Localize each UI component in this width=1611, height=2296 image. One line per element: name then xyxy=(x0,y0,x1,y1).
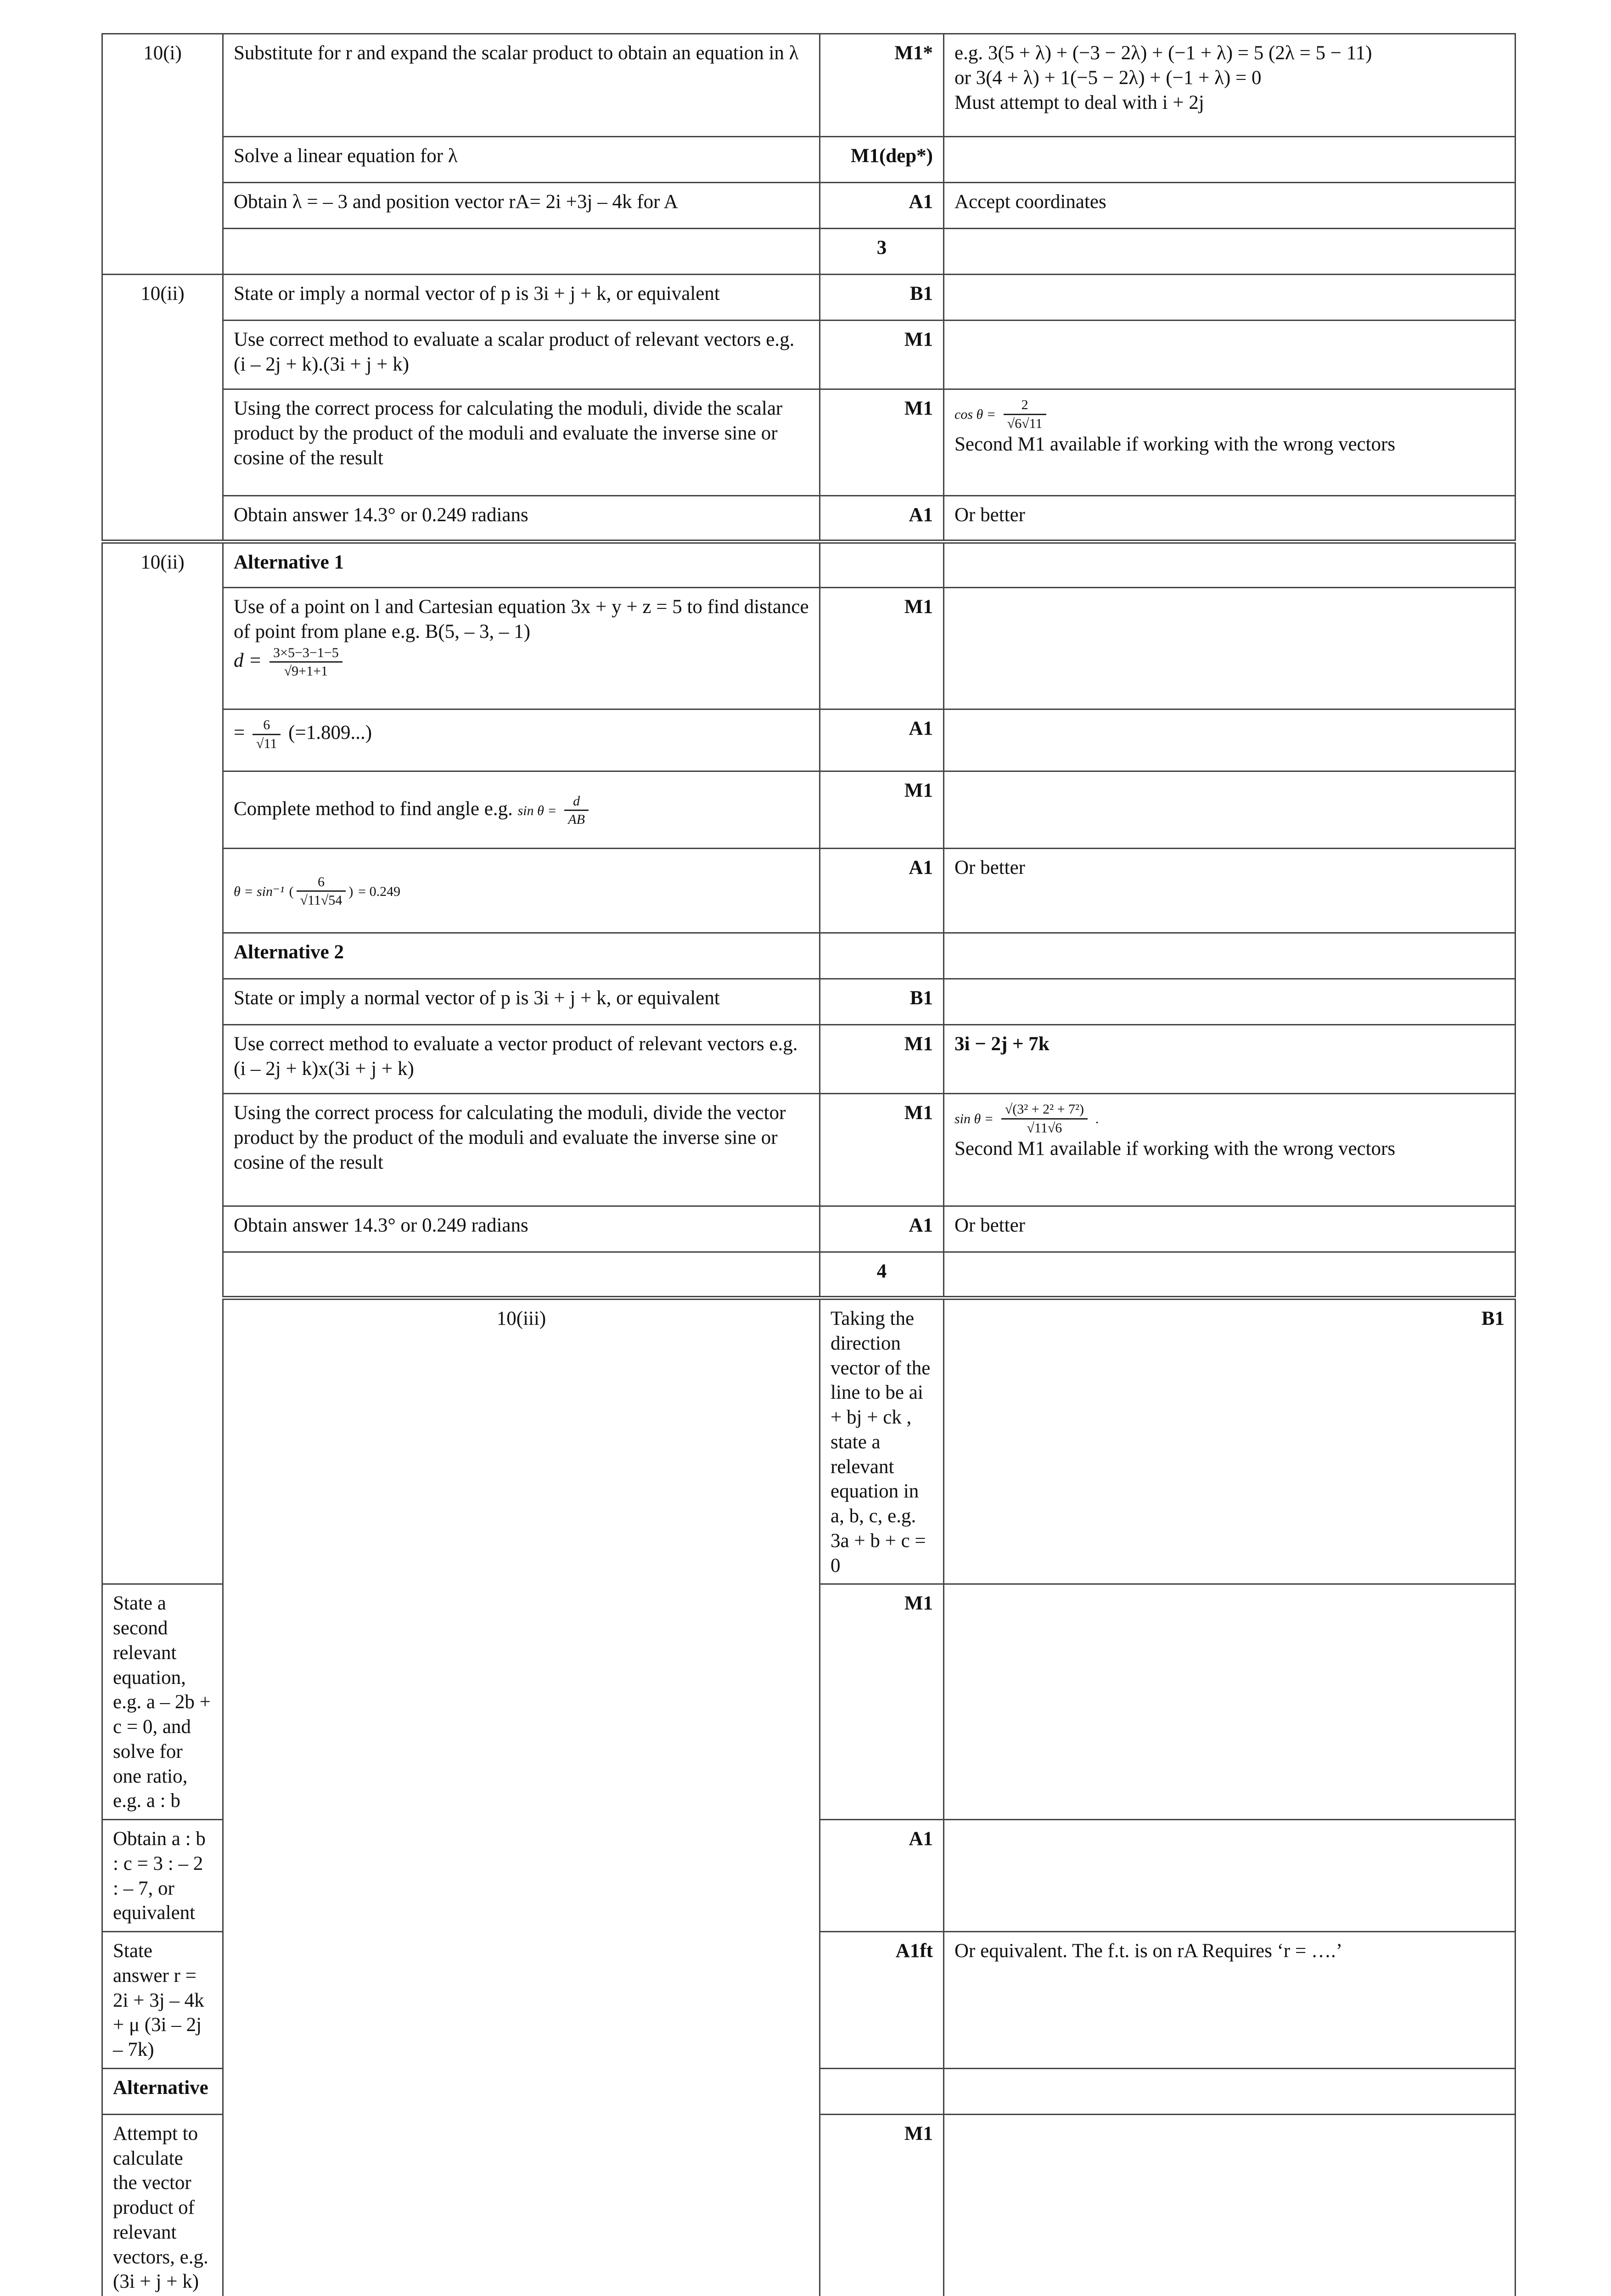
mark-cell: B1 xyxy=(820,275,944,321)
denominator: √11√6 xyxy=(1001,1120,1088,1137)
table-row xyxy=(102,1206,1516,1252)
answer-cell xyxy=(223,771,820,849)
section-heading-row xyxy=(102,933,1516,979)
numerator: 6 xyxy=(297,873,346,892)
formula-lhs: cos θ = xyxy=(954,407,996,422)
guidance-cell xyxy=(944,709,1516,771)
guidance-line: Must attempt to deal with i + 2j xyxy=(954,90,1504,115)
guidance-cell xyxy=(944,34,1516,137)
guidance-cell: Or equivalent. The f.t. is on rA Requires ‘r = ….’ xyxy=(944,1932,1516,2069)
alternative-heading: Alternative xyxy=(102,2068,223,2114)
denominator: √11√54 xyxy=(297,892,346,909)
formula xyxy=(234,644,809,680)
answer-cell: Solve a linear equation for λ xyxy=(223,137,820,183)
mark-cell: M1 xyxy=(820,2114,944,2296)
formula-lhs: sin θ = xyxy=(518,803,557,818)
guidance-line: e.g. 3(5 + λ) + (−3 − 2λ) + (−1 + λ) = 5 (2λ = 5 − 11) xyxy=(954,41,1504,66)
mark-cell: M1 xyxy=(820,389,944,496)
formula-lhs: sin θ = xyxy=(954,1111,994,1126)
fraction xyxy=(1004,396,1046,432)
mark-cell: M1(dep*) xyxy=(820,137,944,183)
answer-cell: Substitute for r and expand the scalar product to obtain an equation in λ xyxy=(223,34,820,137)
denominator: √6√11 xyxy=(1004,415,1046,433)
fraction xyxy=(253,716,281,752)
answer-cell xyxy=(223,588,820,709)
guidance-line: Second M1 available if working with the wrong vectors xyxy=(954,432,1504,457)
mark-scheme-table xyxy=(101,33,1516,2296)
mark-scheme-page xyxy=(101,33,1515,2296)
table-row xyxy=(102,1025,1516,1094)
table-row xyxy=(102,321,1516,389)
guidance-cell xyxy=(944,137,1516,183)
fraction xyxy=(564,793,589,828)
table-row xyxy=(102,183,1516,229)
mark-cell: M1 xyxy=(820,321,944,389)
guidance-cell: 3i − 2j + 7k xyxy=(944,1025,1516,1094)
mark-cell: A1 xyxy=(820,183,944,229)
guidance-cell xyxy=(944,588,1516,709)
table-row xyxy=(102,771,1516,849)
table-row xyxy=(102,137,1516,183)
total-row xyxy=(102,1252,1516,1298)
answer-cell: Use correct method to evaluate a vector product of relevant vectors e.g. (i – 2j + k)x(3i + j + k) xyxy=(223,1025,820,1094)
table-row xyxy=(102,496,1516,542)
fraction xyxy=(297,873,346,909)
guidance-cell xyxy=(944,979,1516,1025)
question-label: 10(ii) xyxy=(102,275,223,542)
guidance-cell: Or better xyxy=(944,1206,1516,1252)
answer-cell: State a second relevant equation, e.g. a – 2b + c = 0, and solve for one ratio, e.g. a : b xyxy=(102,1584,223,1820)
fraction xyxy=(269,644,342,680)
answer-cell: State answer r = 2i + 3j – 4k + μ (3i – 2j – 7k) xyxy=(102,1932,223,2069)
guidance-cell xyxy=(944,275,1516,321)
guidance-cell xyxy=(944,771,1516,849)
table-row xyxy=(102,1094,1516,1206)
guidance-cell xyxy=(944,2114,1516,2296)
guidance-cell xyxy=(944,321,1516,389)
answer-cell: Using the correct process for calculating the moduli, divide the vector product by the product of the moduli and evaluate the inverse sine or cosine of the result xyxy=(223,1094,820,1206)
answer-cell: State or imply a normal vector of p is 3i + j + k, or equivalent xyxy=(223,979,820,1025)
formula xyxy=(954,1101,1504,1137)
denominator: AB xyxy=(564,811,589,828)
table-row xyxy=(102,588,1516,709)
guidance-cell xyxy=(944,1820,1516,1932)
guidance-line: Second M1 available if working with the wrong vectors xyxy=(954,1137,1504,1161)
formula-lhs: d = xyxy=(234,649,262,671)
table-row xyxy=(102,849,1516,933)
answer-cell: Taking the direction vector of the line to be ai + bj + ck , state a relevant equation in a, b, c, e.g. 3a + b + c = 0 xyxy=(820,1298,944,1584)
mark-cell: B1 xyxy=(944,1298,1516,1584)
answer-cell xyxy=(223,709,820,771)
table-row xyxy=(102,275,1516,321)
guidance-line: or 3(4 + λ) + 1(−5 − 2λ) + (−1 + λ) = 0 xyxy=(954,66,1504,90)
mark-cell: A1 xyxy=(820,709,944,771)
alternative-heading: Alternative 1 xyxy=(223,542,820,588)
answer-text: (=1.809...) xyxy=(288,722,372,743)
mark-cell: A1 xyxy=(820,1206,944,1252)
answer-cell: State or imply a normal vector of p is 3i + j + k, or equivalent xyxy=(223,275,820,321)
guidance-cell: Accept coordinates xyxy=(944,183,1516,229)
table-row xyxy=(102,1298,1516,1584)
formula-lhs: = xyxy=(234,722,245,743)
mark-cell: A1ft xyxy=(820,1932,944,2069)
total-marks: 4 xyxy=(820,1252,944,1298)
answer-cell: Obtain a : b : c = 3 : – 2 : – 7, or equivalent xyxy=(102,1820,223,1932)
numerator: √(3² + 2² + 7²) xyxy=(1001,1101,1088,1120)
mark-cell: M1* xyxy=(820,34,944,137)
answer-text: Use of a point on l and Cartesian equation 3x + y + z = 5 to find distance of point from plane e.g. B(5, – 3, – 1) xyxy=(234,595,809,644)
answer-text: Complete method to find angle e.g. xyxy=(234,798,513,819)
formula-rhs: . xyxy=(1095,1111,1099,1126)
mark-cell: M1 xyxy=(820,1094,944,1206)
numerator: 3×5−3−1−5 xyxy=(269,644,342,663)
total-marks: 3 xyxy=(820,229,944,275)
answer-cell: Attempt to calculate the vector product of relevant vectors, e.g. (3i + j + k) xyxy=(102,2114,223,2296)
denominator: √11 xyxy=(253,735,281,753)
numerator: d xyxy=(564,793,589,811)
mark-cell: M1 xyxy=(820,588,944,709)
question-label: 10(ii) xyxy=(102,542,223,1584)
answer-cell: Obtain λ = – 3 and position vector rA= 2i +3j – 4k for A xyxy=(223,183,820,229)
question-label: 10(i) xyxy=(102,34,223,275)
table-row xyxy=(102,709,1516,771)
mark-cell: M1 xyxy=(820,1025,944,1094)
table-row xyxy=(102,389,1516,496)
guidance-cell: Or better xyxy=(944,496,1516,542)
answer-cell: Using the correct process for calculating the moduli, divide the scalar product by the product of the moduli and evaluate the inverse sine or cosine of the result xyxy=(223,389,820,496)
answer-cell: Obtain answer 14.3° or 0.249 radians xyxy=(223,1206,820,1252)
mark-cell: A1 xyxy=(820,496,944,542)
guidance-cell xyxy=(944,1584,1516,1820)
section-heading-row xyxy=(102,542,1516,588)
table-row xyxy=(102,34,1516,137)
formula-lhs: θ = sin⁻¹ xyxy=(234,884,284,899)
total-row xyxy=(102,229,1516,275)
guidance-cell: Or better xyxy=(944,849,1516,933)
mark-cell: A1 xyxy=(820,849,944,933)
guidance-cell xyxy=(944,1094,1516,1206)
formula-rhs: = 0.249 xyxy=(358,884,400,899)
numerator: 2 xyxy=(1004,396,1046,415)
fraction xyxy=(1001,1101,1088,1137)
answer-cell: θ = sin⁻¹ ( $\frac{6}{√11√54}$ ) = 0.249 xyxy=(223,849,820,933)
alternative-heading: Alternative 2 xyxy=(223,933,820,979)
question-label: 10(iii) xyxy=(223,1298,820,2296)
mark-cell: B1 xyxy=(820,979,944,1025)
mark-cell: A1 xyxy=(820,1820,944,1932)
table-row xyxy=(102,979,1516,1025)
answer-cell: Use correct method to evaluate a scalar product of relevant vectors e.g. (i – 2j + k).(3i + j + k) xyxy=(223,321,820,389)
numerator: 6 xyxy=(253,716,281,735)
mark-cell: M1 xyxy=(820,1584,944,1820)
answer-cell: Obtain answer 14.3° or 0.249 radians xyxy=(223,496,820,542)
mark-cell: M1 xyxy=(820,771,944,849)
formula xyxy=(954,396,1504,432)
guidance-cell xyxy=(944,389,1516,496)
denominator: √9+1+1 xyxy=(269,663,342,680)
